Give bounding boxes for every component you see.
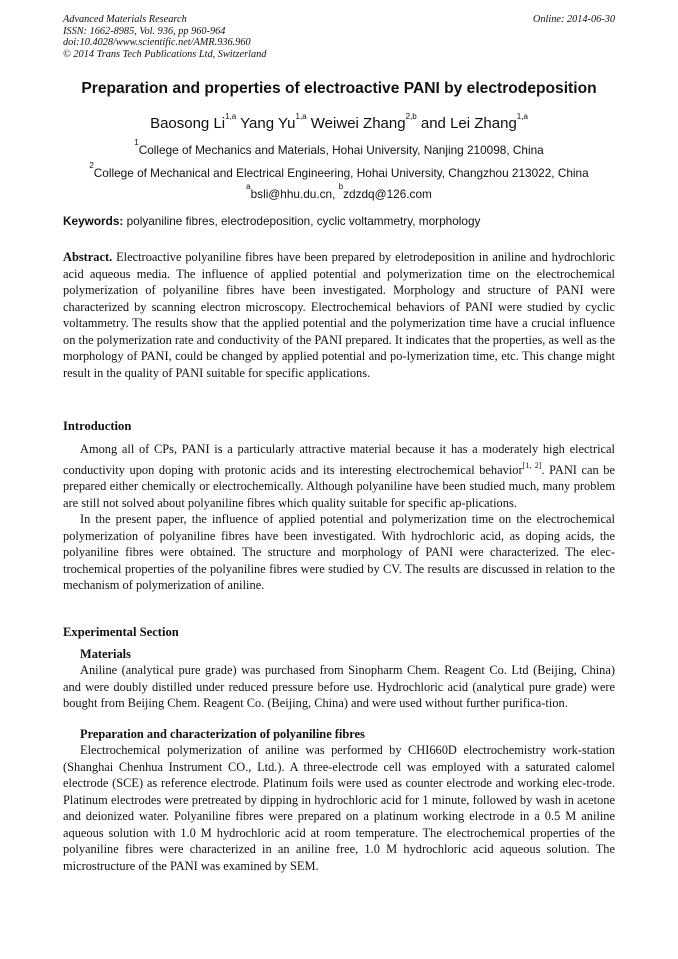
- materials-paragraph: Aniline (analytical pure grade) was purchased from Sinopharm Chem. Reagent Co. Ltd (Beijing, China) and were doubly distilled under reduced pressure before use. Hydrochloric acid (analytical pure grade) were bought from Beijing Chem. Reagent Co. (Beijing, China) and were used without further purifica-tion.: [63, 663, 615, 710]
- journal-header: [63, 14, 615, 60]
- author-name: Weiwei Zhang: [310, 115, 406, 132]
- journal-copyright: © 2014 Trans Tech Publications Ltd, Switzerland: [63, 48, 267, 60]
- affiliation-2: [0, 161, 678, 180]
- author-name: and Lei Zhang: [420, 115, 517, 132]
- online-date: Online: 2014-06-30: [532, 14, 615, 25]
- affiliation-superscript: 2: [89, 161, 94, 170]
- email-link[interactable]: zdzdq@126.com: [343, 187, 432, 201]
- journal-name: Advanced Materials Research: [63, 14, 187, 25]
- author-superscript: 1,a: [295, 112, 307, 121]
- author-superscript: 1,a: [516, 112, 528, 121]
- preparation-heading: Preparation and characterization of polyaniline fibres: [80, 727, 365, 741]
- abstract-label: Abstract.: [63, 250, 113, 264]
- author-name: Baosong Li: [150, 115, 226, 132]
- author-list: [0, 112, 678, 132]
- intro-paragraph-1: Among all of CPs, PANI is a particularly attractive material because it has a moderately high electrical conductivity upon doping with protonic acids and its interesting electrochemical behavior[1, 2]. PANI can be prepared either chemically or electrochemically. Although polyaniline have been studied much, many problem are still not solved about polyaniline fibres which quality suitable for specific ap-plications.: [63, 442, 615, 510]
- affiliation-text: College of Mechanics and Materials, Hohai University, Nanjing 210098, China: [138, 143, 544, 157]
- affiliation-text: College of Mechanical and Electrical Engineering, Hohai University, Changzhou 213022, China: [93, 166, 589, 180]
- author-superscript: 2,b: [405, 112, 417, 121]
- author-name: Yang Yu: [240, 115, 296, 132]
- email-superscript: b: [338, 182, 344, 191]
- introduction-heading: Introduction: [63, 419, 132, 433]
- citation[interactable]: [1, 2]: [522, 460, 542, 470]
- preparation-paragraph: Electrochemical polymerization of aniline was performed by CHI660D electrochemistry work-station (Shanghai Chenhua Instrument CO., Ltd.). A three-electrode cell was employed with a saturated calomel electrode (SCE) as reference electrode. Platinum foils were used as counter electrode and working elec-trode. Platinum electrodes were pretreated by dipping in hydrochloric acid for 1 minute, followed by wash in acetone and deionized water. Polyaniline fibres were prepared on a platinum working electrode in a 0.5 M aniline aqueous solution with 1.0 M hydrochloric acid at room temperature. The electrochemical properties of the polyaniline fibres were characterized in an aniline free, 1.0 M hydrochloric acid aqueous solution. The microstructure of the PANI was examined by SEM.: [63, 743, 615, 873]
- journal-issn: ISSN: 1662-8985, Vol. 936, pp 960-964: [63, 25, 226, 37]
- keywords-text: polyaniline fibres, electrodeposition, cyclic voltammetry, morphology: [126, 214, 481, 228]
- abstract: [63, 249, 615, 381]
- journal-doi: doi:10.4028/www.scientific.net/AMR.936.960: [63, 37, 251, 49]
- preparation-body: [63, 742, 615, 874]
- keywords: [63, 214, 480, 228]
- keywords-label: Keywords:: [63, 214, 124, 228]
- introduction-body: [63, 441, 615, 594]
- affiliation-superscript: 1: [134, 138, 139, 147]
- materials-heading: Materials: [80, 647, 131, 661]
- affiliation-1: [0, 138, 678, 157]
- email-superscript: a: [246, 182, 251, 191]
- intro-paragraph-2: In the present paper, the influence of applied potential and polymerization time on the electrochemical polymerization of polyaniline fibres have been investigated. With hydrochloric acid, as doping acids, the polyaniline fibres were obtained. The structure and morphology of PANI were characterized. The elec-trochemical properties of the polyaniline fibres were studied by CV. The results are discussed in relation to the mechanism of polymerization of aniline.: [63, 512, 615, 592]
- experimental-heading: Experimental Section: [63, 625, 179, 639]
- author-superscript: 1,a: [225, 112, 237, 121]
- abstract-text: Electroactive polyaniline fibres have been prepared by eletrodeposition in aniline and hydrochloric acid aqueous media. The influence of applied potential and polymerization time on the electrochemical polymerization of polyaniline fibres have been investigated. Morphology and structure of PANI were characterized by scanning electron microscopy. Electrochemical behaviors of PANI were studied by cyclic voltammetry. The results show that the applied potential and the polymerization time have a crucial influence on the polymerization rate and conductivity of the PANI prepared. It indicates that the properties, as well as the morphology of PANI, could be changed by applied potential and po-lymerization time, etc. This change might result in the quality of PANI suitable for specific applications.: [63, 250, 615, 380]
- email-line: [0, 182, 678, 201]
- paper-title: Preparation and properties of electroactive PANI by electrodeposition: [81, 80, 597, 97]
- materials-body: [63, 662, 615, 712]
- email-link[interactable]: bsli@hhu.du.cn,: [250, 187, 336, 201]
